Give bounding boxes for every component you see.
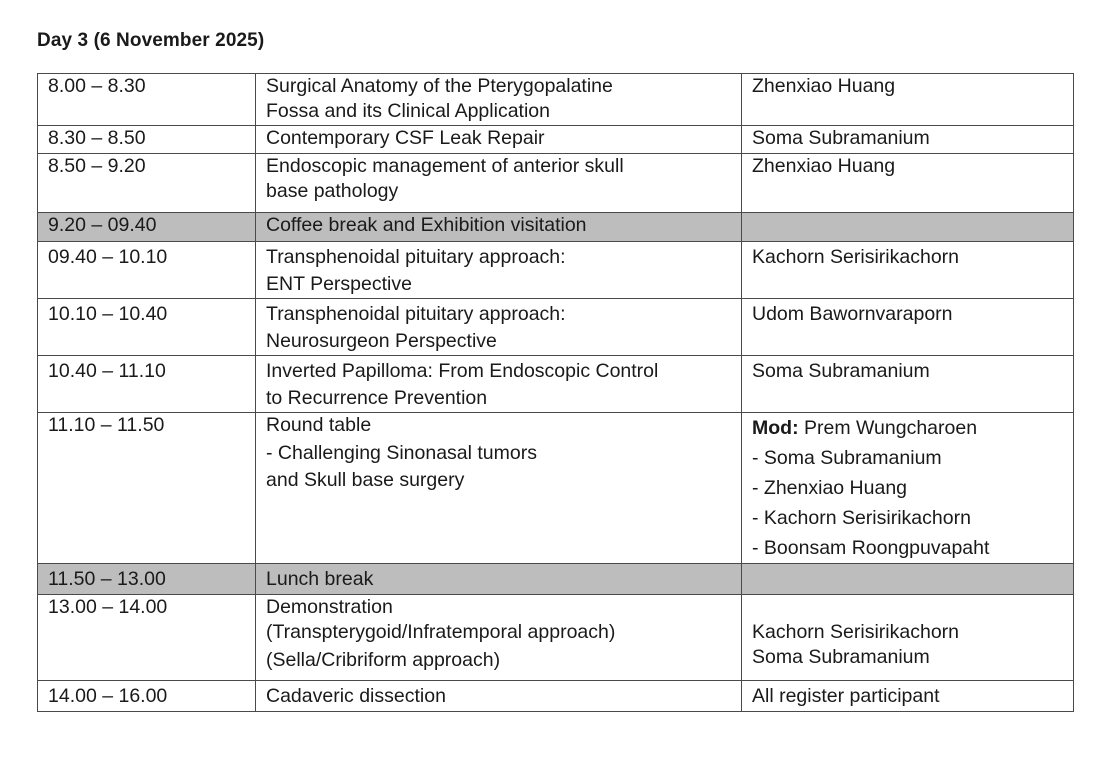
schedule-table bbox=[37, 73, 1074, 712]
topic-cell: Surgical Anatomy of the Pterygopalatine Fossa and its Clinical Application bbox=[256, 74, 742, 126]
speaker-cell bbox=[742, 564, 1074, 595]
speaker-cell: Soma Subramanium bbox=[742, 126, 1074, 154]
table-row bbox=[38, 74, 1074, 126]
speaker-cell: Mod: Prem Wungcharoen - Soma Subramanium - Zhenxiao Huang - Kachorn Serisirikachorn - Boonsam Roongpuvapaht bbox=[742, 413, 1074, 564]
speaker-cell: Soma Subramanium bbox=[742, 356, 1074, 413]
speaker-cell: All register participant bbox=[742, 681, 1074, 712]
topic-cell: Round table - Challenging Sinonasal tumors and Skull base surgery bbox=[256, 413, 742, 564]
table-row bbox=[38, 299, 1074, 356]
speaker-cell: Zhenxiao Huang bbox=[742, 74, 1074, 126]
table-row bbox=[38, 356, 1074, 413]
table-row bbox=[38, 242, 1074, 299]
table-row bbox=[38, 126, 1074, 154]
moderator-label: Mod: bbox=[752, 417, 799, 439]
topic-cell: Contemporary CSF Leak Repair bbox=[256, 126, 742, 154]
topic-cell: Transphenoidal pituitary approach: ENT Perspective bbox=[256, 242, 742, 299]
table-row bbox=[38, 595, 1074, 681]
time-cell: 8.50 – 9.20 bbox=[38, 154, 256, 213]
table-row-break bbox=[38, 564, 1074, 595]
table-row-break bbox=[38, 213, 1074, 242]
time-cell: 10.40 – 11.10 bbox=[38, 356, 256, 413]
time-cell: 9.20 – 09.40 bbox=[38, 213, 256, 242]
topic-cell: Demonstration (Transpterygoid/Infratemporal approach) (Sella/Cribriform approach) bbox=[256, 595, 742, 681]
page-title: Day 3 (6 November 2025) bbox=[37, 30, 265, 51]
time-cell: 10.10 – 10.40 bbox=[38, 299, 256, 356]
time-cell: 14.00 – 16.00 bbox=[38, 681, 256, 712]
topic-cell: Lunch break bbox=[256, 564, 742, 595]
moderator-line bbox=[752, 413, 1063, 443]
topic-cell: Transphenoidal pituitary approach: Neurosurgeon Perspective bbox=[256, 299, 742, 356]
table-row bbox=[38, 413, 1074, 564]
table-row bbox=[38, 681, 1074, 712]
speaker-cell: Kachorn Serisirikachorn Soma Subramanium bbox=[742, 595, 1074, 681]
topic-cell: Inverted Papilloma: From Endoscopic Control to Recurrence Prevention bbox=[256, 356, 742, 413]
time-cell: 09.40 – 10.10 bbox=[38, 242, 256, 299]
topic-cell: Endoscopic management of anterior skull base pathology bbox=[256, 154, 742, 213]
speaker-cell bbox=[742, 213, 1074, 242]
speaker-cell: Kachorn Serisirikachorn bbox=[742, 242, 1074, 299]
speaker-cell: Zhenxiao Huang bbox=[742, 154, 1074, 213]
speaker-cell: Udom Bawornvaraporn bbox=[742, 299, 1074, 356]
topic-cell: Coffee break and Exhibition visitation bbox=[256, 213, 742, 242]
moderator-name: Prem Wungcharoen bbox=[803, 417, 978, 439]
time-cell: 11.50 – 13.00 bbox=[38, 564, 256, 595]
time-cell: 13.00 – 14.00 bbox=[38, 595, 256, 681]
table-row bbox=[38, 154, 1074, 213]
time-cell: 8.00 – 8.30 bbox=[38, 74, 256, 126]
topic-cell: Cadaveric dissection bbox=[256, 681, 742, 712]
time-cell: 11.10 – 11.50 bbox=[38, 413, 256, 564]
time-cell: 8.30 – 8.50 bbox=[38, 126, 256, 154]
